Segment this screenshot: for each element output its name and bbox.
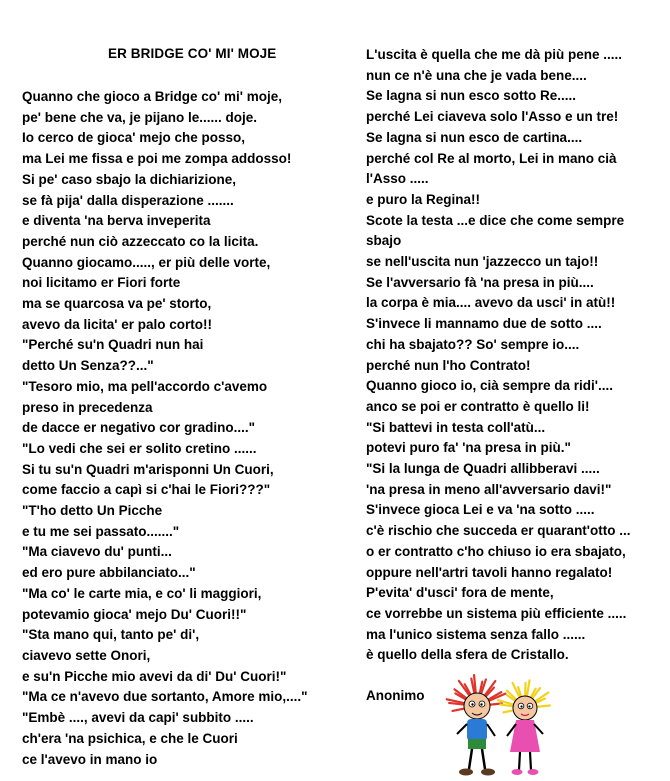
poem-line: oppure nell'artri tavoli hanno regalato! — [366, 564, 613, 580]
poem-line: Io cerco de gioca' mejo che posso, — [22, 130, 246, 146]
poem-line: S'invece li mannamo due de sotto .... — [366, 316, 602, 332]
poem-line: L'uscita è quella che me dà più pene ..... — [366, 47, 623, 62]
poem-line: "Sta mano qui, tanto pe' di', — [22, 627, 200, 643]
poem-line: preso in precedenza — [22, 399, 153, 415]
poem-line: Quanno gioco io, cià sempre da ridi'.... — [366, 378, 614, 394]
poem-line: se nell'uscita nun 'jazzecco un tajo!! — [366, 254, 599, 270]
poem-title: ER BRIDGE CO' MI' MOJE — [108, 46, 277, 61]
poem-line: Si tu su'n Quadri m'arisponni Un Cuori, — [22, 461, 274, 477]
poem-line: avevo da licita' er palo corto!! — [22, 316, 213, 332]
poem-line: Se lagna si nun esco sotto Re..... — [366, 88, 577, 104]
poem-line: 'na presa in meno all'avversario davi!" — [366, 481, 612, 497]
poem-line: perché Lei ciaveva solo l'Asso e un tre! — [366, 109, 619, 125]
poem-line: ma Lei me fissa e poi me zompa addosso! — [22, 151, 292, 167]
poem-line: o er contratto c'ho chiuso io era sbajato, — [366, 543, 626, 559]
left-column — [22, 87, 308, 770]
poem-line: "Lo vedi che sei er solito cretino ...... — [22, 440, 257, 456]
author-signature: Anonimo — [366, 688, 425, 703]
poem-line: c'è rischio che succeda er quarant'otto ... — [366, 523, 631, 539]
cartoon-couple-illustration — [445, 674, 557, 780]
boy-figure — [447, 675, 506, 775]
poem-line: potevi puro fa' 'na presa in più." — [366, 440, 571, 456]
poem-line: Si pe' caso sbajo la dichiarizione, — [22, 171, 237, 187]
poem-line: "Si battevi in testa coll'atù... — [366, 419, 546, 435]
poem-line: detto Un Senza??..." — [22, 358, 154, 374]
poem-line: sbajo — [366, 233, 402, 249]
poem-line: nun ce n'è una che je vada bene.... — [366, 67, 587, 83]
poem-line: potevamio gioca' mejo Du' Cuori!!" — [22, 606, 247, 622]
poem-line: Scote la testa ...e dice che come sempre — [366, 212, 625, 228]
poem-line: ch'era 'na psichica, e che le Cuori — [22, 730, 238, 746]
girl-face — [513, 696, 537, 720]
poem-line: e diventa 'na berva inveperita — [22, 213, 211, 229]
poem-line: "Ma ce n'avevo due sortanto, Amore mio,...." — [22, 689, 308, 705]
poem-line: ce l'avevo in mano io — [22, 751, 158, 767]
poem-line: l'Asso ..... — [366, 171, 429, 187]
poem-line: pe' bene che va, je pijano le...... doje. — [22, 109, 258, 125]
poem-line: ma se quarcosa va pe' storto, — [22, 296, 212, 312]
poem-line: ed ero pure abbilanciato..." — [22, 565, 196, 581]
poem-line: e su'n Picche mio avevi da di' Du' Cuori!" — [22, 668, 287, 684]
poem-line: è quello della sfera de Cristallo. — [366, 647, 569, 663]
poem-line: S'invece gioca Lei e va 'na sotto ..... — [366, 502, 595, 518]
poem-line: se fà pija' dalla disperazione ....... — [22, 192, 234, 208]
poem-line: e puro la Regina!! — [366, 191, 481, 207]
poem-line: chi ha sbajato?? So' sempre io.... — [366, 336, 580, 352]
poem-line: ma l'unico sistema senza fallo ...... — [366, 626, 586, 642]
poem-line: Se l'avversario fà 'na presa in più.... — [366, 274, 594, 290]
poem-line: "Si la lunga de Quadri allibberavi ..... — [366, 461, 600, 477]
poem-line: ciavevo sette Onori, — [22, 647, 151, 663]
poem-line: Quanno che gioco a Bridge co' mi' moje, — [22, 89, 282, 104]
poem-line: perché nun ciò azzeccato co la licita. — [22, 233, 259, 249]
poem-line: perché nun l'ho Contrato! — [366, 357, 531, 373]
poem-line: e tu me sei passato......." — [22, 523, 180, 539]
poem-line: P'evita' d'usci' fora de mente, — [366, 585, 554, 601]
poem-line: "Ma ciavevo du' punti... — [22, 544, 172, 560]
poem-line: perché col Re al morto, Lei in mano cià — [366, 150, 617, 166]
poem-line: "Perché su'n Quadri nun hai — [22, 337, 204, 353]
poem-line: la corpa è mia.... avevo da usci' in atù!! — [366, 295, 616, 311]
poem-line: "Ma co' le carte mia, e co' li maggiori, — [22, 585, 262, 601]
boy-shorts — [468, 739, 486, 749]
poem-line: Se lagna si nun esco de cartina.... — [366, 129, 583, 145]
boy-shirt — [467, 719, 487, 741]
poem-line: Quanno giocamo....., er più delle vorte, — [22, 254, 271, 270]
poem-line: "Embè ...., avevi da capi' subbito ..... — [22, 710, 254, 726]
poem-line: "Tesoro mio, ma pell'accordo c'avemo — [22, 378, 268, 394]
poem-line: ce vorrebbe un sistema più efficiente ..... — [366, 605, 627, 621]
poem-line: noi licitamo er Fiori forte — [22, 275, 181, 291]
right-column — [366, 45, 631, 666]
poem-line: come faccio a capì si c'hai le Fiori???" — [22, 482, 271, 498]
poem-line: anco se poi er contratto è quello li! — [366, 398, 590, 414]
poem-line: de dacce er negativo cor gradino...." — [22, 420, 255, 436]
poem-line: "T'ho detto Un Picche — [22, 503, 163, 519]
